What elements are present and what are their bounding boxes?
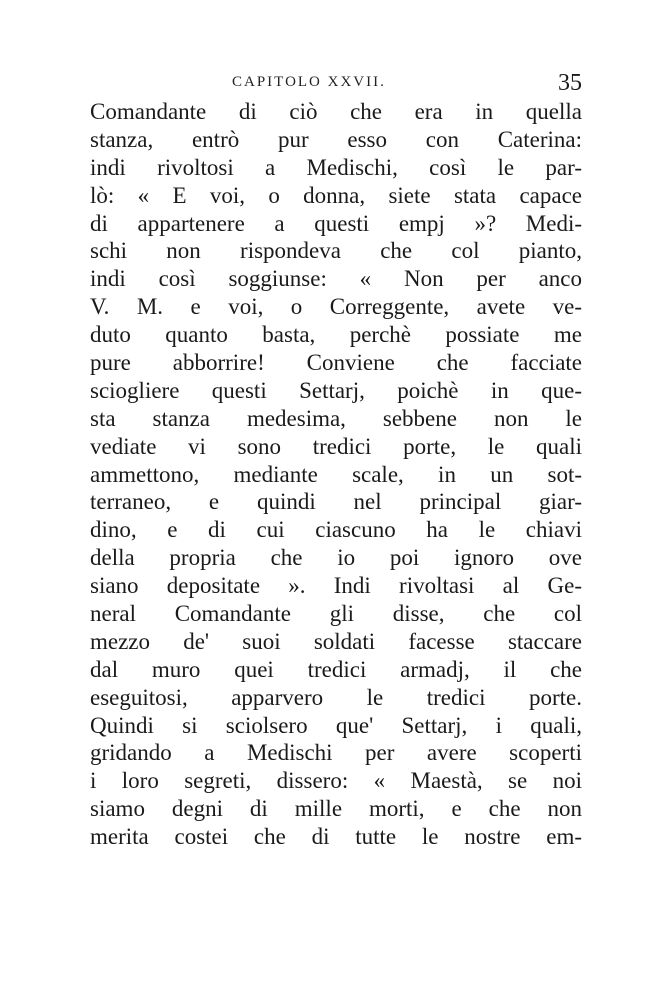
running-head (90, 70, 582, 98)
text-line: mezzo de' suoi soldati facesse staccare (90, 628, 582, 654)
page-number: 35 (558, 70, 582, 96)
text-line: indi così soggiunse: « Non per anco (90, 266, 582, 292)
text-line: ammettono, mediante scale, in un sot- (90, 461, 582, 487)
text-line: duto quanto basta, perchè possiate me (90, 322, 582, 348)
text-line: pure abborrire! Conviene che facciate (90, 350, 582, 376)
text-line: V. M. e voi, o Correggente, avete ve- (90, 294, 582, 320)
text-line: terraneo, e quindi nel principal giar- (90, 489, 582, 515)
text-line: sciogliere questi Settarj, poichè in que- (90, 377, 582, 403)
chapter-title: CAPITOLO XXVII. (232, 74, 386, 90)
text-line: di appartenere a questi empj »? Medi- (90, 210, 582, 236)
text-line: schi non rispondeva che col pianto, (90, 238, 582, 264)
text-line: Quindi si sciolsero que' Settarj, i quali, (90, 712, 582, 738)
text-line: della propria che io poi ignoro ove (90, 545, 582, 571)
text-line: sta stanza medesima, sebbene non le (90, 405, 582, 431)
text-line: i loro segreti, dissero: « Maestà, se noi (90, 768, 582, 794)
text-line: neral Comandante gli disse, che col (90, 601, 582, 627)
text-line: vediate vi sono tredici porte, le quali (90, 433, 582, 459)
text-line: eseguitosi, apparvero le tredici porte. (90, 684, 582, 710)
text-line: Comandante di ciò che era in quella (90, 99, 582, 124)
text-line: indi rivoltosi a Medischi, così le par- (90, 154, 582, 180)
text-line: merita costei che di tutte le nostre em- (90, 824, 582, 850)
text-line: lò: « E voi, o donna, siete stata capace (90, 182, 582, 208)
text-line: stanza, entrò pur esso con Caterina: (90, 126, 582, 152)
text-line: dal muro quei tredici armadj, il che (90, 656, 582, 682)
text-line: siamo degni di mille morti, e che non (90, 796, 582, 822)
text-line: gridando a Medischi per avere scoperti (90, 740, 582, 766)
body-text (90, 98, 582, 851)
text-line: dino, e di cui ciascuno ha le chiavi (90, 517, 582, 543)
text-line: siano depositate ». Indi rivoltasi al Ge- (90, 573, 582, 599)
